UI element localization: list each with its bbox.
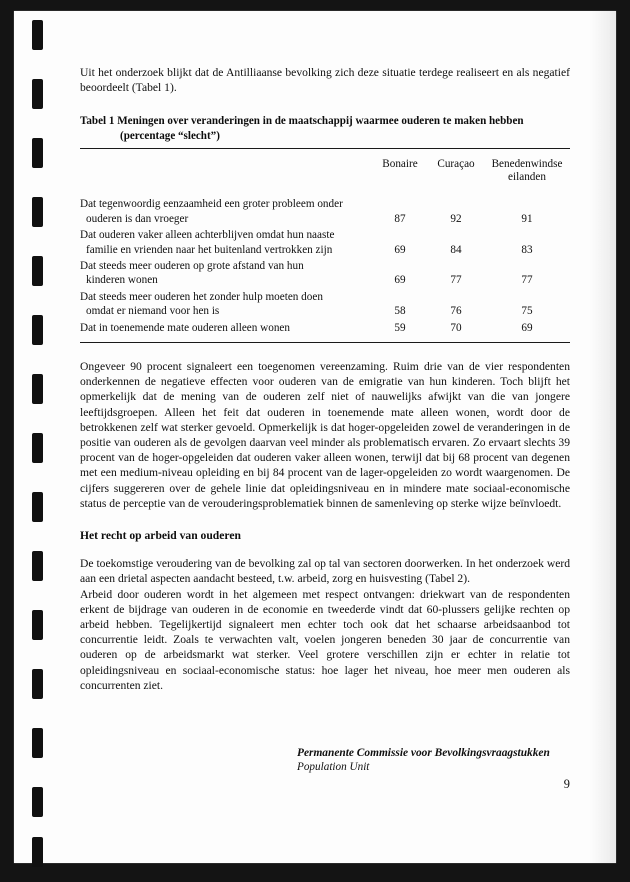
- binder-punch-holes: [14, 11, 54, 863]
- punch-hole: [32, 374, 43, 404]
- page-content: [80, 65, 570, 693]
- table-row: [80, 228, 570, 259]
- row-label-line1: Dat steeds meer ouderen op grote afstand van hun: [80, 260, 304, 273]
- table-top-rule: [80, 148, 570, 149]
- table-header-row: [80, 158, 570, 198]
- cell-benedenwindse: 69: [521, 321, 533, 334]
- punch-hole: [32, 433, 43, 463]
- page-number: 9: [563, 777, 570, 791]
- footer: [297, 746, 570, 774]
- table-caption: [80, 114, 570, 143]
- cell-curacao: 92: [450, 212, 462, 225]
- punch-hole: [32, 669, 43, 699]
- row-label-line1: Dat in toenemende mate ouderen alleen wonen: [80, 321, 290, 334]
- section-heading: Het recht op arbeid van ouderen: [80, 529, 241, 543]
- cell-bonaire: 58: [394, 305, 406, 318]
- punch-hole: [32, 197, 43, 227]
- cell-curacao: 76: [450, 305, 462, 318]
- punch-hole: [32, 79, 43, 109]
- table-caption-sub: (percentage “slecht”): [120, 130, 220, 142]
- row-label: [80, 228, 372, 259]
- row-label-line1: Dat tegenwoordig eenzaamheid een groter probleem onder: [80, 198, 343, 211]
- column-header-curacao: Curaçao: [437, 157, 475, 170]
- row-label-line2: ouderen is dan vroeger: [86, 212, 189, 225]
- punch-hole: [32, 138, 43, 168]
- row-label: [80, 259, 372, 290]
- cell-bonaire: 69: [394, 274, 406, 287]
- column-header-benedenwindse-line2: eilanden: [508, 171, 546, 183]
- punch-hole: [32, 256, 43, 286]
- cell-bonaire: 59: [394, 321, 406, 334]
- punch-hole: [32, 551, 43, 581]
- paragraph-two: Ongeveer 90 procent signaleert een toegenomen vereenzaming. Ruim drie van de vier respondenten onderkennen de negatieve effecten voor ouderen van de emigratie van hun kinderen. Toch blijft het opmerkelijk dat de mening van de ouderen zelf niet of nauwelijks afwijkt van die van jongere leeftijdsgroepen. Alleen het feit dat ouderen in toenemende mate alleen wonen, wordt door de betrokkenen zelf wat sterker gevoeld. Opmerkelijk is dat hoger-opgeleiden zowel de veranderingen in de positie van ouderen als de gevolgen daarvan veel minder als problematisch ervaren. Zo ervaart slechts 39 procent van de hoger-opgeleiden dat ouderen vaker alleen wonen, terwijl dat bij 68 procent van degenen met een medium-niveau opleiding en bij 84 procent van de lager-opgeleiden zo wordt waargenomen. De cijfers suggereren over de gehele linie dat opleidingsniveau en in mindere mate sociaal-economische status de perceptie van de verouderingsproblematiek binnen de samenleving op sterke wijze beïnvloedt.: [80, 360, 570, 510]
- paragraph-three: De toekomstige veroudering van de bevolking zal op tal van sectoren doorwerken. In het onderzoek werd aan een drietal aspecten aandacht besteed, t.w. arbeid, zorg en huisvesting (Tabel 2).: [80, 557, 570, 586]
- footer-organization: Permanente Commissie voor Bevolkingsvraagstukken: [297, 747, 550, 759]
- spacer: [80, 95, 570, 114]
- row-label-line2: familie en vrienden naar het buitenland vertrokken zijn: [86, 243, 333, 256]
- spacer: [80, 543, 570, 556]
- cell-benedenwindse: 83: [521, 243, 533, 256]
- punch-hole: [32, 610, 43, 640]
- table-row: [80, 321, 570, 337]
- column-header-benedenwindse: [484, 158, 570, 198]
- row-label: [80, 321, 372, 337]
- punch-hole: [32, 492, 43, 522]
- column-header-label: [80, 158, 372, 198]
- paper-sheet: [14, 11, 616, 863]
- column-header-benedenwindse-line1: Benedenwindse: [491, 157, 563, 170]
- cell-curacao: 84: [450, 243, 462, 256]
- row-label-line1: Dat ouderen vaker alleen achterblijven omdat hun naaste: [80, 229, 335, 242]
- opinions-table: [80, 158, 570, 337]
- table-caption-main: Tabel 1 Meningen over veranderingen in de maatschappij waarmee ouderen te maken hebben: [80, 115, 524, 128]
- punch-hole: [32, 787, 43, 817]
- punch-hole: [32, 20, 43, 50]
- cell-curacao: 77: [450, 274, 462, 287]
- spacer: [80, 343, 570, 359]
- spacer: [80, 511, 570, 528]
- row-label: [80, 197, 372, 228]
- table-row: [80, 290, 570, 321]
- cell-benedenwindse: 75: [521, 305, 533, 318]
- table-head: [80, 158, 570, 198]
- footer-unit: Population Unit: [297, 761, 370, 773]
- paragraph-four: Arbeid door ouderen wordt in het algemeen met respect ontvangen: driekwart van de respondenten erkent de bijdrage van ouderen in de economie en tweederde vindt dat 60-plussers gelijke rechten op arbeid hebben. Tegelijkertijd signaleert men echter toch ook dat het schaarse arbeidsaanbod tot concurrentie leidt. Zoals te verwachten valt, voelen jongeren beneden 30 jaar de concurrentie van ouderen op de arbeidsmarkt wat sterker. Veel grotere verschillen zijn er echter in relatie tot opleidingsniveau en sociaal-economische status: hoe lager het niveau, hoe meer men ouderen als concurrenten ziet.: [80, 587, 570, 692]
- row-label: [80, 290, 372, 321]
- row-label-line1: Dat steeds meer ouderen het zonder hulp moeten doen: [80, 290, 323, 303]
- table-body: [80, 197, 570, 337]
- punch-hole: [32, 315, 43, 345]
- table-row: [80, 259, 570, 290]
- row-label-line2: kinderen wonen: [86, 274, 158, 287]
- punch-hole: [32, 837, 43, 867]
- column-header-bonaire: Bonaire: [382, 157, 418, 170]
- intro-paragraph: Uit het onderzoek blijkt dat de Antilliaanse bevolking zich deze situatie terdege realiseert en als negatief beoordeelt (Tabel 1).: [80, 66, 570, 95]
- cell-bonaire: 87: [394, 212, 406, 225]
- row-label-line2: omdat er niemand voor hen is: [86, 305, 220, 318]
- punch-hole: [32, 728, 43, 758]
- table-row: [80, 197, 570, 228]
- cell-benedenwindse: 77: [521, 274, 533, 287]
- cell-benedenwindse: 91: [521, 212, 533, 225]
- cell-curacao: 70: [450, 321, 462, 334]
- cell-bonaire: 69: [394, 243, 406, 256]
